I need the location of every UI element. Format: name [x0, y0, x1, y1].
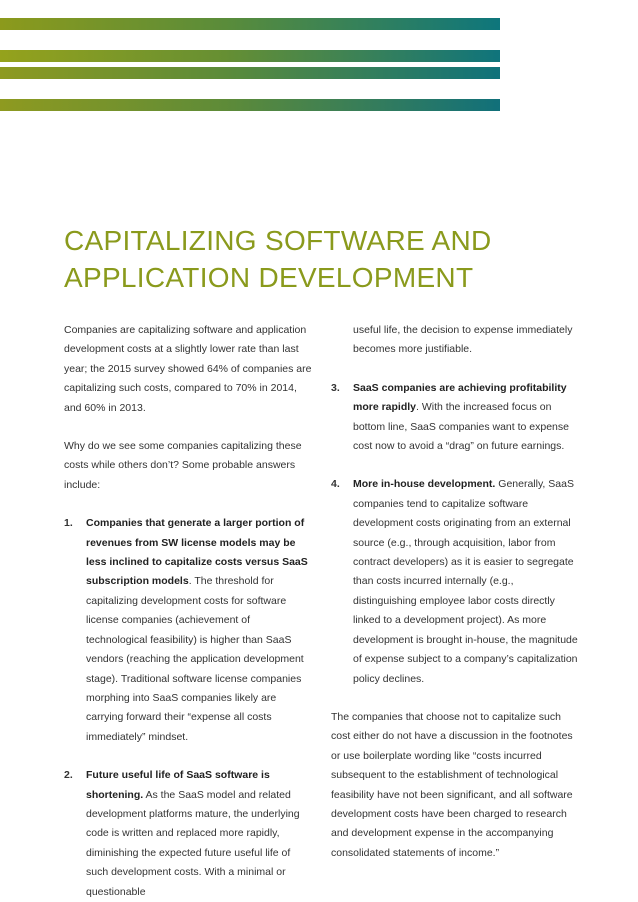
list-item-text: As the SaaS model and related development platforms mature, the underlying code is written and replaced more rapidly, diminishing the expected future useful life of such development costs. With a minimal or questionable — [86, 788, 300, 898]
list-item-heading: More in-house development. — [353, 478, 496, 491]
list-item-4 — [331, 475, 579, 688]
decorative-band-4 — [0, 99, 500, 111]
list-item-heading: Companies that generate a larger portion of revenues from SW license models may be less inclined to capitalize costs versus SaaS subscription models — [86, 517, 308, 588]
list-number: 2. — [64, 769, 73, 782]
list-item-1 — [64, 514, 312, 747]
list-number: 1. — [64, 517, 73, 530]
page-title — [64, 222, 584, 296]
intro-paragraph: Companies are capitalizing software and application development costs at a slightly lower rate than last year; the 2015 survey showed 64% of companies are capitalizing such costs, compared to 70% in 2014, and 60% in 2013. — [64, 324, 312, 414]
question-paragraph: Why do we see some companies capitalizing these costs while others don’t? Some probable answers include: — [64, 440, 302, 491]
list-item-heading: SaaS companies are achieving profitability more rapidly — [353, 381, 567, 414]
list-item-3 — [331, 379, 579, 457]
list-item-2 — [64, 766, 312, 902]
list-item-text: Generally, SaaS companies tend to capitalize software development costs originating from an external source (e.g., through acquisition, labor from contract developers) as it is easier to segregate than costs incurred internally (e.g., distinguishing employee labor costs directly linked to a development project). As more development is brought in-house, the magnitude of expense subject to a company’s capitalization policy declines. — [353, 478, 578, 685]
list-item-2-continued: useful life, the decision to expense immediately becomes more justifiable. — [353, 324, 573, 356]
title-line-2: APPLICATION DEVELOPMENT — [64, 262, 474, 293]
left-column — [64, 321, 312, 902]
list-item-heading: Future useful life of SaaS software is shortening. — [86, 769, 270, 801]
list-item-text: . With the increased focus on bottom line, SaaS companies want to expense cost now to avoid a “drag” on future earnings. — [353, 401, 569, 453]
closing-paragraph: The companies that choose not to capitalize such cost either do not have a discussion in the footnotes or use boilerplate wording like “costs incurred subsequent to the establishment of technological feasibility have not been significant, and all software development costs have been charged to research and development expense in the accompanying consolidated statements of income.” — [331, 710, 573, 859]
right-column — [331, 321, 579, 863]
list-number: 4. — [331, 478, 340, 491]
list-number: 3. — [331, 381, 340, 394]
list-item-text: . The threshold for capitalizing development costs for software license companies (achievement of technological feasibility) is higher than SaaS vendors (reaching the application development stage). Traditional software license companies morphing into SaaS companies likely are carrying forward their “expense all costs immediately” mindset. — [86, 575, 304, 743]
decorative-band-3 — [0, 67, 500, 79]
decorative-band-1 — [0, 18, 500, 30]
title-line-1: CAPITALIZING SOFTWARE AND — [64, 225, 492, 256]
decorative-band-2 — [0, 50, 500, 62]
